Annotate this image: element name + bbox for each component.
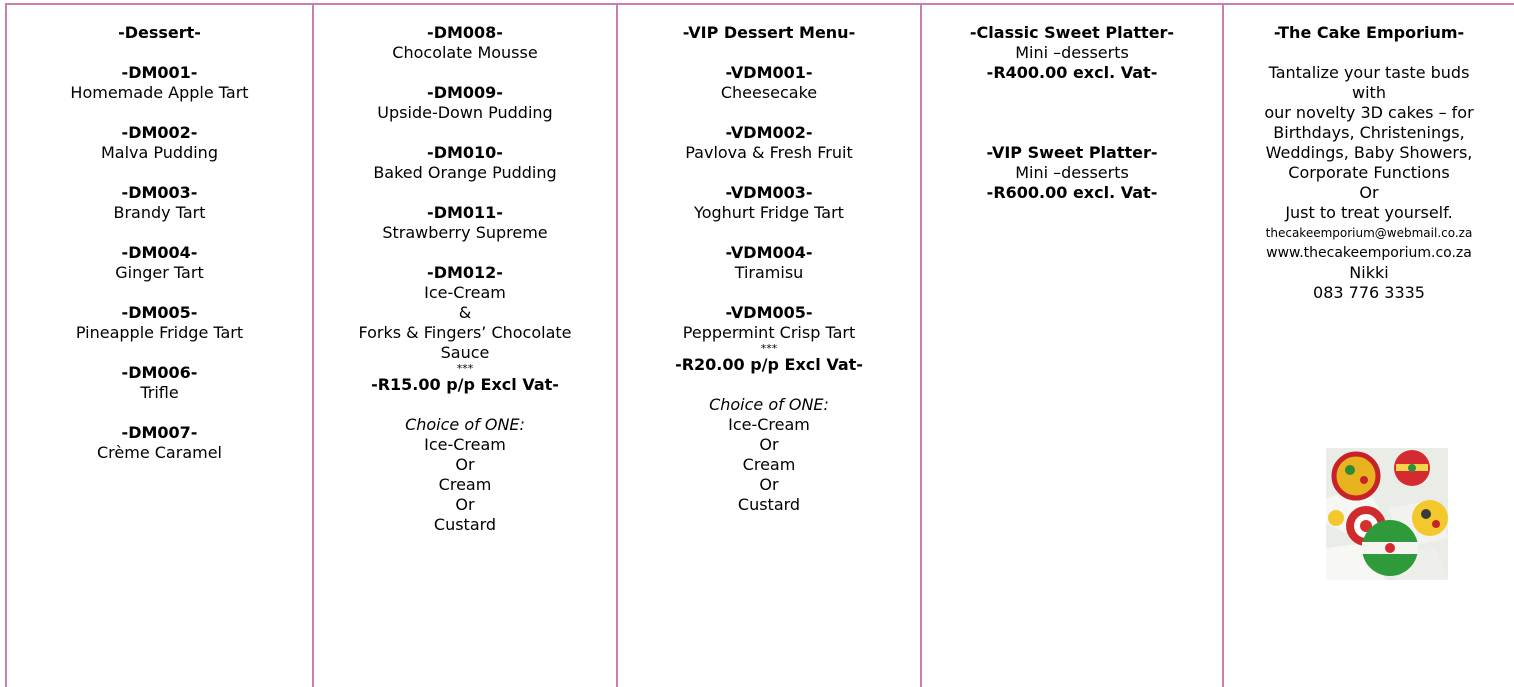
item-name: Yoghurt Fridge Tart	[694, 203, 844, 222]
column-heading: -Dessert-	[118, 23, 201, 42]
item-name: Baked Orange Pudding	[373, 163, 557, 182]
choice-option: Or	[455, 455, 475, 474]
item-name: Tiramisu	[734, 263, 804, 282]
item-code: -DM006-	[121, 363, 198, 382]
promo-line: Or	[1359, 183, 1379, 202]
item-name: Forks & Fingers’ Chocolate	[358, 323, 572, 342]
platter-title: -VIP Sweet Platter-	[986, 143, 1158, 162]
item-name: Peppermint Crisp Tart	[682, 323, 856, 342]
promo-line: our novelty 3D cakes – for	[1264, 103, 1474, 122]
item-code: -DM002-	[121, 123, 198, 142]
choice-label: Choice of ONE:	[405, 415, 525, 434]
item-name: Cheesecake	[720, 83, 818, 102]
platter-title: -Classic Sweet Platter-	[969, 23, 1175, 42]
choice-option: Ice-Cream	[728, 415, 810, 434]
website-url: www.thecakeemporium.co.za	[1266, 245, 1472, 261]
platter-description: Mini –desserts	[1015, 43, 1129, 62]
promo-line: Just to treat yourself.	[1285, 203, 1453, 222]
item-name: &	[458, 303, 472, 322]
item-name: Brandy Tart	[113, 203, 206, 222]
platter-description: Mini –desserts	[1015, 163, 1129, 182]
item-code: -VDM001-	[725, 63, 813, 82]
item-code: -DM005-	[121, 303, 198, 322]
separator-stars: ***	[760, 342, 778, 355]
promo-line: Weddings, Baby Showers,	[1265, 143, 1473, 162]
item-code: -DM008-	[427, 23, 503, 42]
item-name: Sauce	[440, 343, 490, 362]
item-name: Trifle	[140, 383, 179, 402]
choice-option: Or	[455, 495, 475, 514]
promo-line: Corporate Functions	[1288, 163, 1450, 182]
dessert-column-2	[314, 23, 616, 535]
item-code: -DM012-	[427, 263, 503, 282]
item-code: -DM007-	[121, 423, 198, 442]
phone-number: 083 776 3335	[1313, 283, 1425, 302]
separator-stars: ***	[456, 362, 474, 375]
top-border	[5, 3, 1514, 5]
item-code: -VDM003-	[725, 183, 813, 202]
item-code: -DM010-	[427, 143, 503, 162]
choice-option: Custard	[737, 495, 801, 514]
column-heading: -VIP Dessert Menu-	[682, 23, 856, 42]
choice-option: Or	[759, 475, 779, 494]
choice-label: Choice of ONE:	[709, 395, 829, 414]
platter-price: -R600.00 excl. Vat-	[986, 183, 1158, 202]
price: -R15.00 p/p Excl Vat-	[371, 375, 559, 394]
price: -R20.00 p/p Excl Vat-	[675, 355, 863, 374]
item-code: -DM011-	[427, 203, 503, 222]
choice-option: Ice-Cream	[424, 435, 506, 454]
item-code: -DM004-	[121, 243, 198, 262]
cake-emporium-column	[1224, 23, 1514, 303]
choice-option: Cream	[438, 475, 492, 494]
item-name: Chocolate Mousse	[392, 43, 538, 62]
item-name: Ice-Cream	[424, 283, 506, 302]
item-name: Ginger Tart	[115, 263, 204, 282]
item-name: Pineapple Fridge Tart	[75, 323, 244, 342]
item-code: -DM001-	[121, 63, 198, 82]
item-name: Pavlova & Fresh Fruit	[685, 143, 853, 162]
item-code: -VDM002-	[725, 123, 813, 142]
choice-option: Cream	[742, 455, 796, 474]
item-code: -VDM004-	[725, 243, 813, 262]
item-code: -VDM005-	[725, 303, 813, 322]
item-name: Homemade Apple Tart	[70, 83, 249, 102]
dessert-column	[7, 23, 312, 483]
column-heading: -The Cake Emporium-	[1273, 23, 1465, 42]
promo-line: with	[1352, 83, 1386, 102]
vip-dessert-column	[618, 23, 920, 515]
item-code: -DM009-	[427, 83, 503, 102]
platter-price: -R400.00 excl. Vat-	[986, 63, 1158, 82]
promo-line: Birthdays, Christenings,	[1273, 123, 1465, 142]
choice-option: Or	[759, 435, 779, 454]
choice-option: Custard	[433, 515, 497, 534]
contact-name: Nikki	[1349, 263, 1389, 282]
email-address: thecakeemporium@webmail.co.za	[1265, 226, 1473, 240]
platter-column	[922, 23, 1222, 203]
promo-line: Tantalize your taste buds	[1268, 63, 1470, 82]
item-name: Crème Caramel	[97, 443, 222, 462]
item-name: Strawberry Supreme	[382, 223, 548, 242]
cupcakes-photo	[1326, 448, 1448, 580]
item-name: Upside-Down Pudding	[377, 103, 553, 122]
item-name: Malva Pudding	[101, 143, 218, 162]
item-code: -DM003-	[121, 183, 198, 202]
